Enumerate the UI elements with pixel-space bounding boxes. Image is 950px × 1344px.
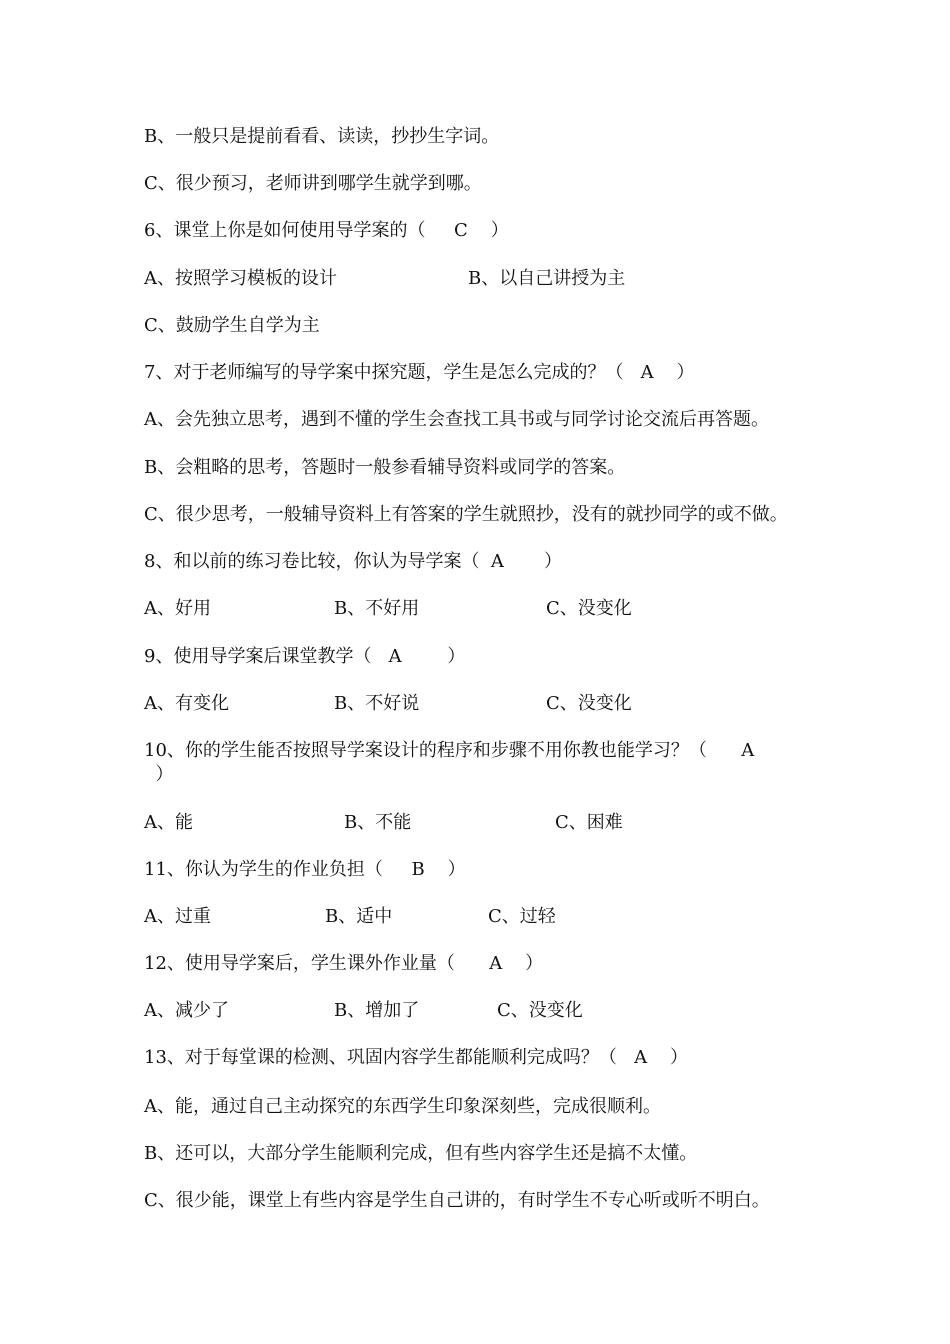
q6-option-b: B、以自己讲授为主 [468,268,626,289]
q13-option-c: C、很少能，课堂上有些内容是学生自己讲的，有时学生不专心听或听不明白。 [144,1190,770,1211]
q13-option-b: B、还可以，大部分学生能顺利完成，但有些内容学生还是搞不太懂。 [144,1143,698,1164]
q7-option-b: B、会粗略的思考，答题时一般参看辅导资料或同学的答案。 [144,457,626,478]
question-10-continued: ） [144,764,174,785]
question-8: 8、和以前的练习卷比较，你认为导学案（ A ） [144,551,562,572]
q8-option-b: B、不好用 [334,598,420,619]
q9-option-a: A、有变化 [144,693,229,714]
question-10: 10、你的学生能否按照导学案设计的程序和步骤不用你教也能学习？（ A [144,740,755,761]
q7-option-c: C、很少思考，一般辅导资料上有答案的学生就照抄，没有的就抄同学的或不做。 [144,504,788,525]
q10-option-a: A、能 [144,812,193,833]
q8-option-c: C、没变化 [546,598,632,619]
q12-option-b: B、增加了 [334,1000,420,1021]
q8-option-a: A、好用 [144,598,211,619]
q5-option-c: C、很少预习，老师讲到哪学生就学到哪。 [144,173,482,194]
q11-option-c: C、过轻 [488,906,556,927]
q12-option-c: C、没变化 [497,1000,583,1021]
q7-option-a: A、会先独立思考，遇到不懂的学生会查找工具书或与同学讨论交流后再答题。 [144,409,769,430]
q6-option-c: C、鼓励学生自学为主 [144,315,320,336]
question-12: 12、使用导学案后，学生课外作业量（ A ） [144,953,544,974]
question-7: 7、对于老师编写的导学案中探究题，学生是怎么完成的？（ A ） [144,362,695,383]
q13-option-a: A、能，通过自己主动探究的东西学生印象深刻些，完成很顺利。 [144,1096,661,1117]
q11-option-b: B、适中 [325,906,393,927]
question-6: 6、课堂上你是如何使用导学案的（ C ） [144,220,509,241]
q10-option-c: C、困难 [555,812,623,833]
q11-option-a: A、过重 [144,906,211,927]
q9-option-b: B、不好说 [334,693,420,714]
q12-option-a: A、减少了 [144,1000,229,1021]
q10-option-b: B、不能 [344,812,412,833]
q9-option-c: C、没变化 [546,693,632,714]
q6-option-a: A、按照学习模板的设计 [144,268,337,289]
question-11: 11、你认为学生的作业负担（ B ） [144,859,466,880]
question-9: 9、使用导学案后课堂教学（ A ） [144,646,466,667]
q5-option-b: B、一般只是提前看看、读读，抄抄生字词。 [144,126,500,147]
question-13: 13、对于每堂课的检测、巩固内容学生都能顺利完成吗？（ A ） [144,1047,688,1068]
